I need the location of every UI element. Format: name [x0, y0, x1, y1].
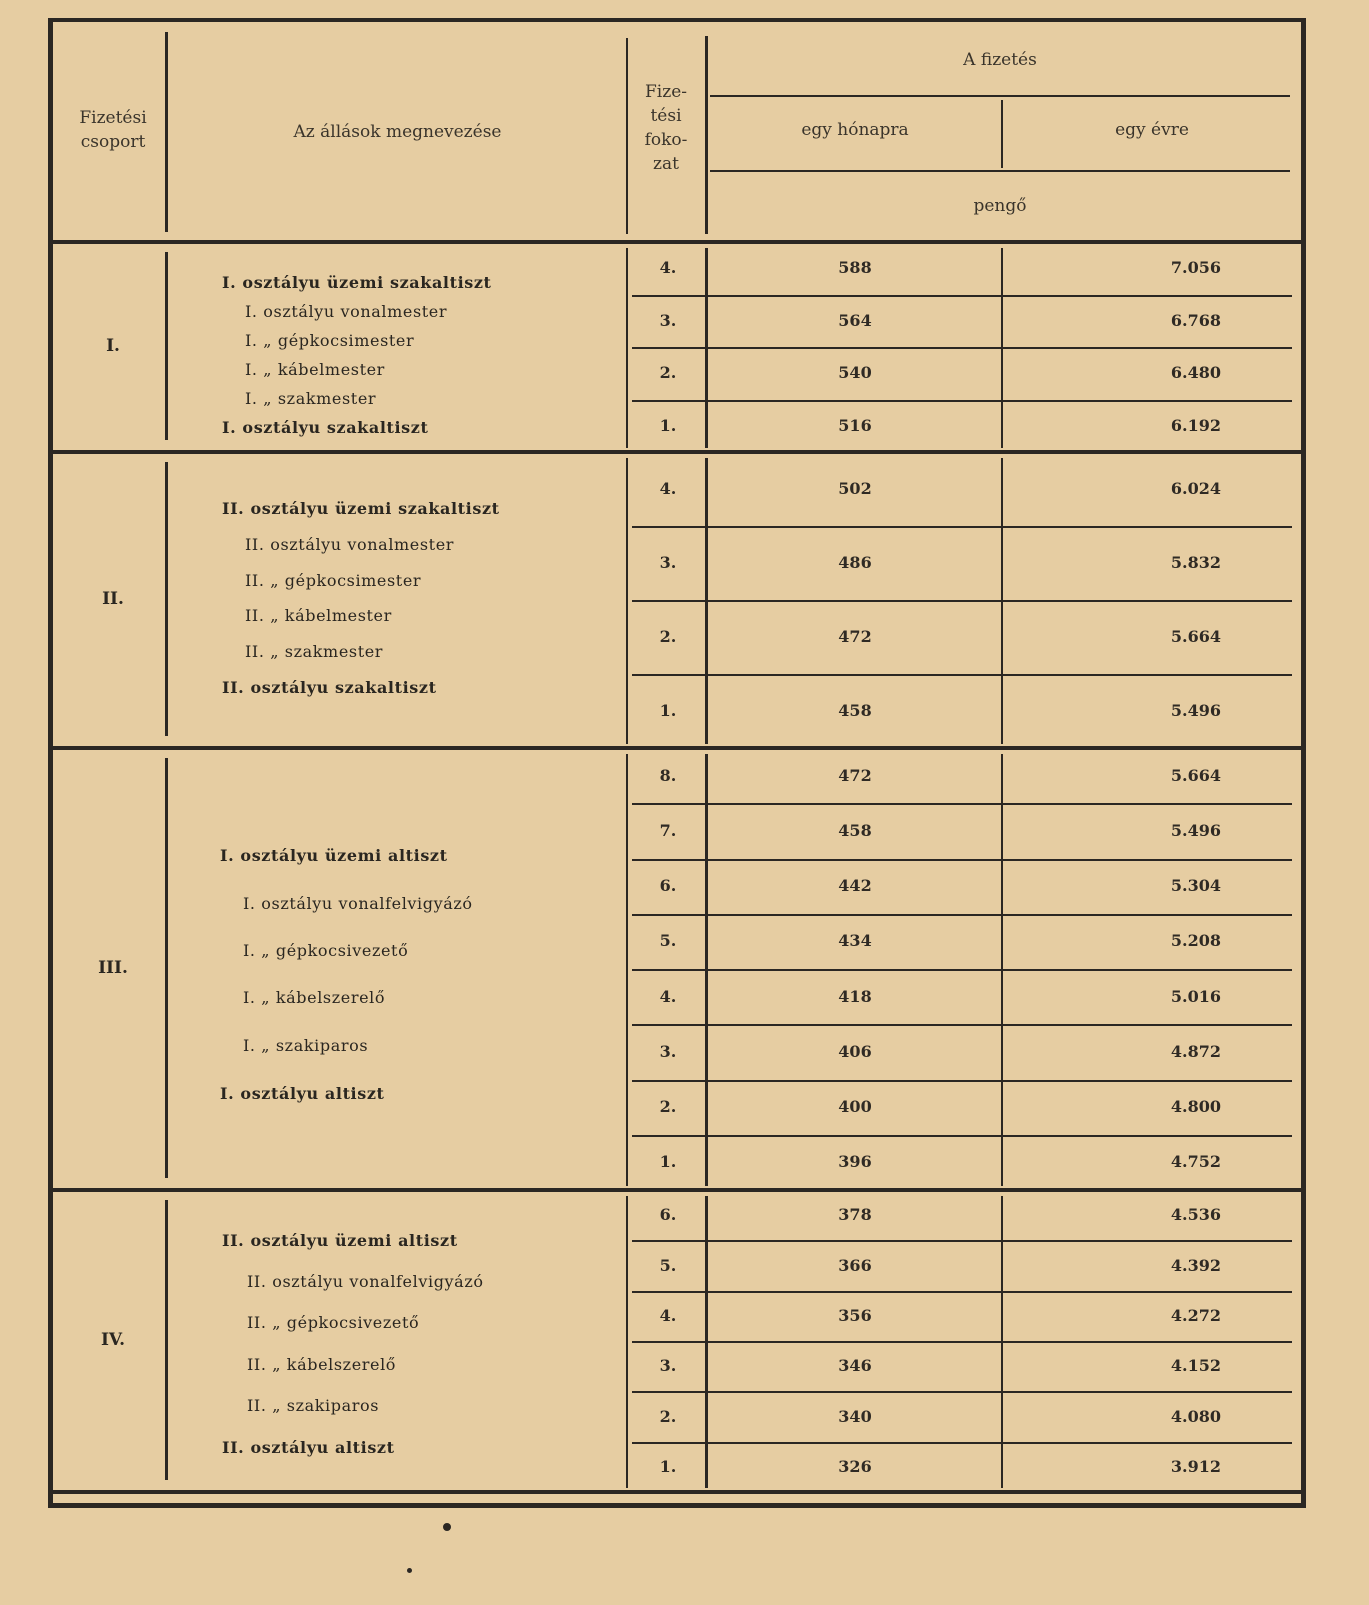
- monthly-salary: 472: [838, 766, 872, 785]
- job-title: I. „ gépkocsivezető: [243, 941, 409, 960]
- row-separator: [632, 1391, 1292, 1393]
- job-title: I. osztályu szakaltiszt: [222, 418, 429, 437]
- yearly-salary: 4.800: [1170, 1097, 1221, 1116]
- ink-dot: [443, 1523, 451, 1531]
- row-separator: [632, 526, 1292, 528]
- header-group: Fizetési csoport: [79, 108, 147, 152]
- grade-cell: 4.: [659, 1306, 677, 1325]
- grade-cell: 5.: [659, 1256, 677, 1275]
- divider-title: [626, 458, 628, 744]
- grade-cell: 1.: [659, 701, 677, 720]
- group-separator: [52, 746, 1302, 750]
- job-title: I. osztályu vonalmester: [245, 302, 448, 321]
- header-salary: A fizetés: [963, 50, 1037, 70]
- monthly-salary: 564: [838, 311, 872, 330]
- grade-cell: 3.: [659, 311, 677, 330]
- yearly-salary: 4.536: [1170, 1205, 1221, 1224]
- row-separator: [632, 674, 1292, 676]
- monthly-salary: 406: [838, 1042, 872, 1061]
- monthly-salary: 502: [838, 479, 872, 498]
- yearly-salary: 4.272: [1170, 1306, 1221, 1325]
- table-bottom-rule: [52, 1490, 1302, 1494]
- monthly-salary: 378: [838, 1205, 872, 1224]
- job-title: II. osztályu szakaltiszt: [222, 678, 437, 697]
- yearly-salary: 7.056: [1170, 258, 1221, 277]
- grade-cell: 7.: [659, 821, 677, 840]
- job-title: II. „ kábelszerelő: [247, 1355, 397, 1374]
- header-unit: pengő: [973, 196, 1027, 216]
- group-separator: [52, 240, 1302, 244]
- row-separator: [632, 803, 1292, 805]
- grade-cell: 3.: [659, 1356, 677, 1375]
- monthly-salary: 356: [838, 1306, 872, 1325]
- monthly-salary: 434: [838, 931, 872, 950]
- job-title: II. „ szakiparos: [247, 1396, 380, 1415]
- monthly-salary: 588: [838, 258, 872, 277]
- row-separator: [632, 400, 1292, 402]
- yearly-salary: 4.752: [1170, 1152, 1221, 1171]
- job-title: I. „ szakiparos: [243, 1036, 369, 1055]
- job-title: I. „ szakmester: [245, 389, 377, 408]
- yearly-salary: 5.664: [1170, 627, 1221, 646]
- yearly-salary: 6.480: [1170, 363, 1221, 382]
- grade-cell: 1.: [659, 1457, 677, 1476]
- header-yearly: egy évre: [1115, 120, 1189, 140]
- job-title: I. osztályu üzemi szakaltiszt: [222, 273, 492, 292]
- grade-cell: 3.: [659, 1042, 677, 1061]
- row-separator: [632, 1240, 1292, 1242]
- grade-cell: 3.: [659, 553, 677, 572]
- grade-cell: 6.: [659, 876, 677, 895]
- monthly-salary: 340: [838, 1407, 872, 1426]
- job-title: II. „ gépkocsimester: [245, 571, 422, 590]
- yearly-salary: 4.392: [1170, 1256, 1221, 1275]
- grade-cell: 4.: [659, 987, 677, 1006]
- grade-cell: 1.: [659, 1152, 677, 1171]
- grade-cell: 8.: [659, 766, 677, 785]
- row-separator: [632, 969, 1292, 971]
- job-title: I. osztályu vonalfelvigyázó: [243, 894, 473, 913]
- grade-cell: 2.: [659, 1407, 677, 1426]
- group-separator: [52, 1188, 1302, 1192]
- yearly-salary: 5.208: [1170, 931, 1221, 950]
- grade-cell: 6.: [659, 1205, 677, 1224]
- row-separator: [632, 914, 1292, 916]
- job-title: I. „ kábelmester: [245, 360, 385, 379]
- yearly-salary: 6.768: [1170, 311, 1221, 330]
- yearly-salary: 5.496: [1170, 821, 1221, 840]
- divider-grade: [705, 36, 708, 234]
- grade-cell: 1.: [659, 416, 677, 435]
- monthly-salary: 418: [838, 987, 872, 1006]
- yearly-salary: 5.496: [1170, 701, 1221, 720]
- row-separator: [632, 295, 1292, 297]
- divider-title: [626, 38, 628, 234]
- yearly-salary: 4.080: [1170, 1407, 1221, 1426]
- rule-periods: [710, 170, 1290, 172]
- job-title: II. „ gépkocsivezető: [247, 1313, 420, 1332]
- monthly-salary: 326: [838, 1457, 872, 1476]
- yearly-salary: 5.304: [1170, 876, 1221, 895]
- yearly-salary: 5.664: [1170, 766, 1221, 785]
- monthly-salary: 442: [838, 876, 872, 895]
- monthly-salary: 346: [838, 1356, 872, 1375]
- job-title: II. „ kábelmester: [245, 606, 392, 625]
- job-title: II. osztályu vonalmester: [245, 535, 455, 554]
- monthly-salary: 366: [838, 1256, 872, 1275]
- row-separator: [632, 859, 1292, 861]
- yearly-salary: 3.912: [1170, 1457, 1221, 1476]
- header-monthly: egy hónapra: [801, 120, 909, 140]
- monthly-salary: 472: [838, 627, 872, 646]
- yearly-salary: 6.024: [1170, 479, 1221, 498]
- grade-cell: 2.: [659, 1097, 677, 1116]
- monthly-salary: 540: [838, 363, 872, 382]
- yearly-salary: 4.872: [1170, 1042, 1221, 1061]
- grade-cell: 2.: [659, 363, 677, 382]
- yearly-salary: 5.016: [1170, 987, 1221, 1006]
- yearly-salary: 4.152: [1170, 1356, 1221, 1375]
- row-separator: [632, 1291, 1292, 1293]
- divider-title: [626, 1196, 628, 1488]
- grade-cell: 2.: [659, 627, 677, 646]
- row-separator: [632, 1442, 1292, 1444]
- ink-dot: [407, 1568, 412, 1573]
- job-title: I. „ kábelszerelő: [243, 988, 386, 1007]
- row-separator: [632, 1080, 1292, 1082]
- group-label: I.: [106, 336, 120, 356]
- group-label: III.: [98, 958, 128, 978]
- monthly-salary: 400: [838, 1097, 872, 1116]
- row-separator: [632, 347, 1292, 349]
- monthly-salary: 458: [838, 701, 872, 720]
- grade-cell: 4.: [659, 479, 677, 498]
- job-title: I. „ gépkocsimester: [245, 331, 415, 350]
- job-title: I. osztályu altiszt: [220, 1084, 385, 1103]
- monthly-salary: 458: [838, 821, 872, 840]
- yearly-salary: 6.192: [1170, 416, 1221, 435]
- grade-cell: 4.: [659, 258, 677, 277]
- row-separator: [632, 1135, 1292, 1137]
- grade-cell: 5.: [659, 931, 677, 950]
- yearly-salary: 5.832: [1170, 553, 1221, 572]
- header-grade: Fize- tési foko- zat: [644, 82, 688, 174]
- row-separator: [632, 1024, 1292, 1026]
- job-title: II. osztályu üzemi altiszt: [222, 1231, 458, 1250]
- monthly-salary: 396: [838, 1152, 872, 1171]
- row-separator: [632, 1341, 1292, 1343]
- job-title: II. osztályu altiszt: [222, 1438, 395, 1457]
- job-title: I. osztályu üzemi altiszt: [220, 846, 448, 865]
- row-separator: [632, 600, 1292, 602]
- monthly-salary: 516: [838, 416, 872, 435]
- job-title: II. osztályu üzemi szakaltiszt: [222, 499, 500, 518]
- monthly-salary: 486: [838, 553, 872, 572]
- header-title: Az állások megnevezése: [293, 122, 502, 142]
- group-label: II.: [102, 589, 124, 609]
- divider-title: [626, 248, 628, 448]
- job-title: II. osztályu vonalfelvigyázó: [247, 1272, 484, 1291]
- rule-salary: [710, 95, 1290, 97]
- group-label: IV.: [100, 1330, 126, 1350]
- job-title: II. „ szakmester: [245, 642, 384, 661]
- group-separator: [52, 450, 1302, 454]
- divider-title: [626, 754, 628, 1186]
